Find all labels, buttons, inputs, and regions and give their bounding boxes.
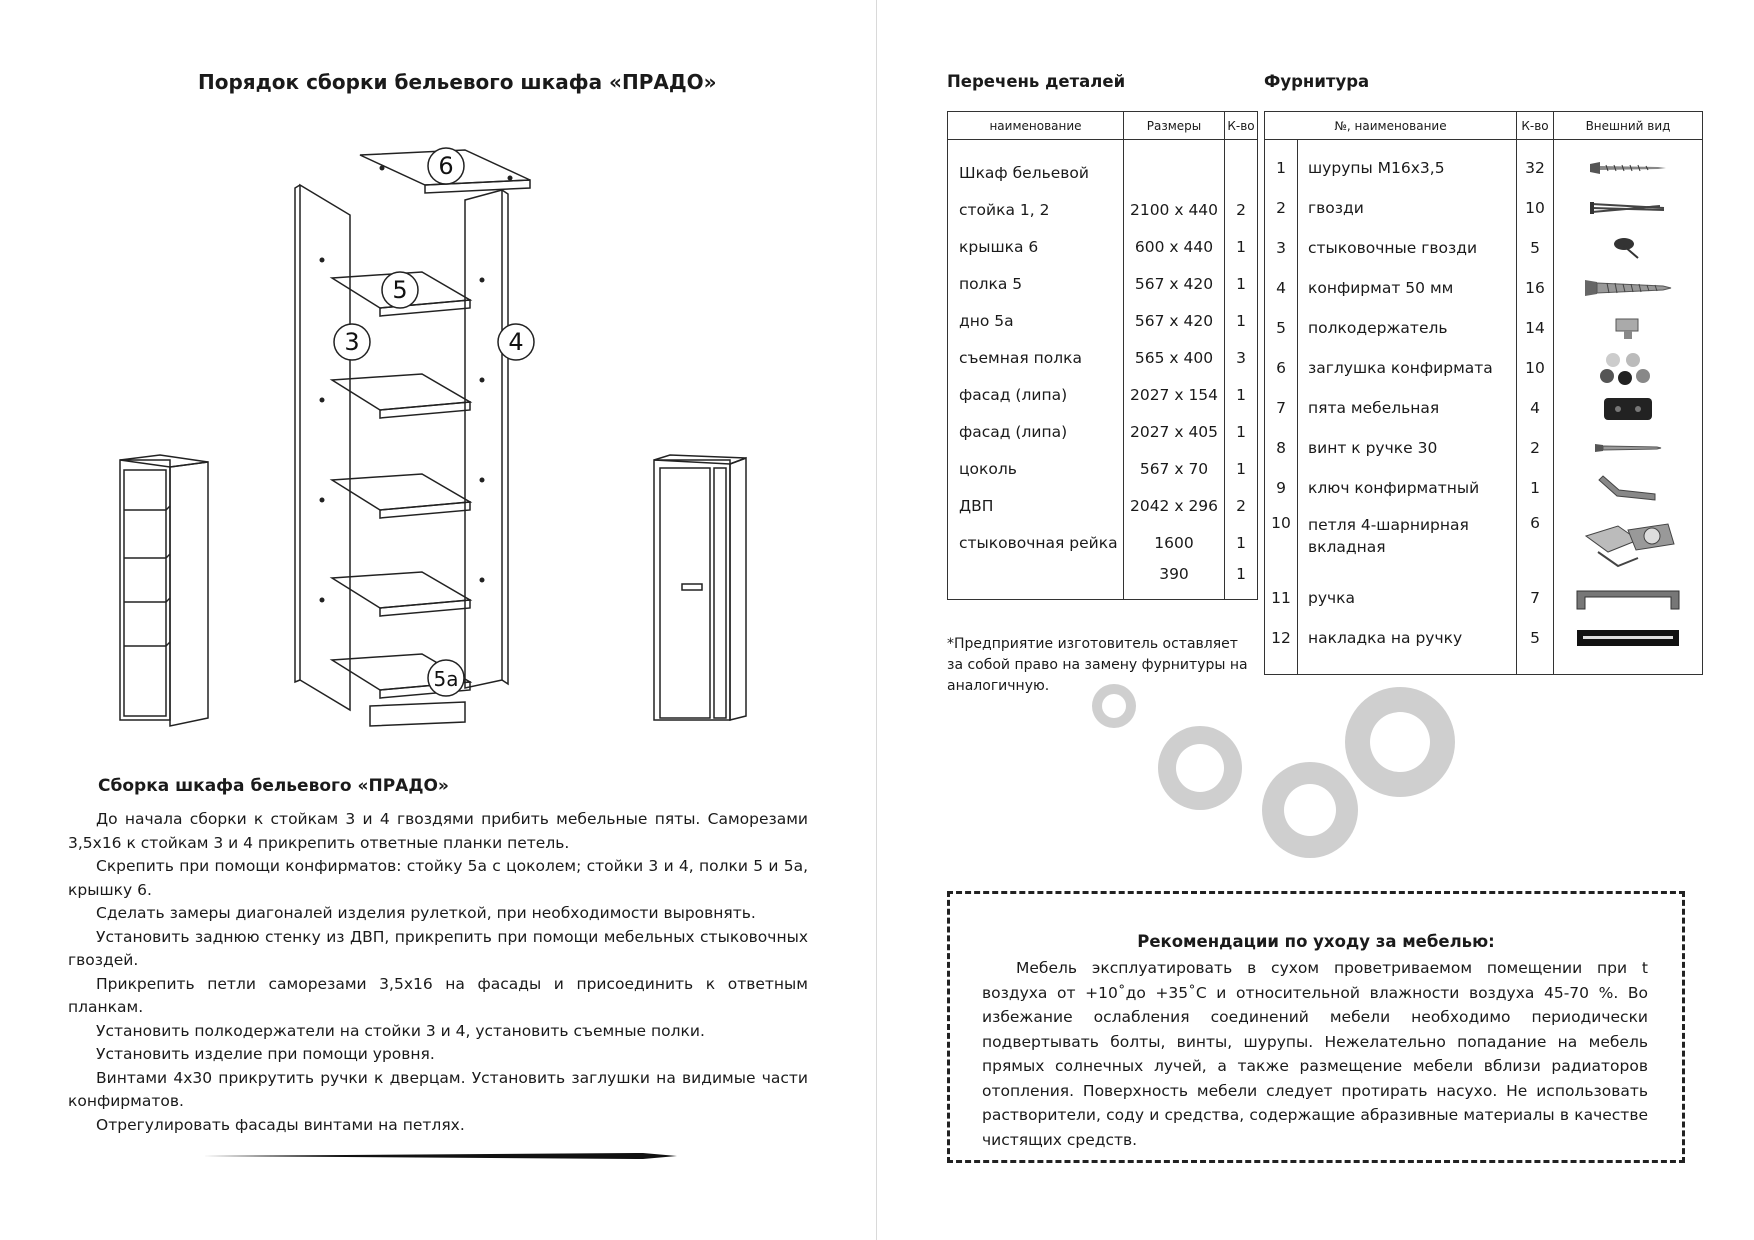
hardware-qty: 2 bbox=[1517, 428, 1554, 468]
part-qty: 1 bbox=[1225, 228, 1258, 265]
hardware-name: петля 4-шарнирная вкладная bbox=[1298, 508, 1517, 578]
table-row bbox=[1265, 388, 1703, 428]
table-row bbox=[1265, 468, 1703, 508]
table-header-row bbox=[948, 112, 1258, 140]
hardware-number: 2 bbox=[1265, 188, 1298, 228]
part-qty: 2 bbox=[1225, 191, 1258, 228]
part-name: ДВП bbox=[948, 487, 1124, 524]
hardware-qty: 1 bbox=[1517, 468, 1554, 508]
table-row bbox=[1265, 618, 1703, 658]
table-row bbox=[1265, 148, 1703, 188]
assembly-diagram bbox=[110, 140, 760, 760]
hardware-name: шурупы М16х3,5 bbox=[1298, 148, 1517, 188]
assembly-instructions bbox=[68, 808, 808, 1137]
table-row bbox=[948, 413, 1258, 450]
parts-table bbox=[947, 111, 1258, 600]
part-size: 1600 bbox=[1124, 524, 1225, 561]
part-name bbox=[948, 561, 1124, 600]
table-row bbox=[948, 154, 1258, 191]
table-row bbox=[948, 524, 1258, 561]
label-side-3: 3 bbox=[344, 328, 360, 356]
hardware-name: заглушка конфирмата bbox=[1298, 348, 1517, 388]
part-size: 567 х 420 bbox=[1124, 265, 1225, 302]
label-bottom-5a: 5а bbox=[433, 667, 459, 691]
part-size: 567 х 420 bbox=[1124, 302, 1225, 339]
part-name: фасад (липа) bbox=[948, 413, 1124, 450]
part-size: 2027 х 154 bbox=[1124, 376, 1225, 413]
hardware-qty: 10 bbox=[1517, 348, 1554, 388]
hardware-name: пята мебельная bbox=[1298, 388, 1517, 428]
part-name: цоколь bbox=[948, 450, 1124, 487]
hardware-heading: Фурнитура bbox=[1264, 72, 1370, 91]
table-row bbox=[1265, 188, 1703, 228]
hardware-number: 5 bbox=[1265, 308, 1298, 348]
hardware-name: накладка на ручку bbox=[1298, 618, 1517, 658]
screw-icon bbox=[1588, 158, 1668, 178]
hardware-qty: 5 bbox=[1517, 618, 1554, 658]
column-header: К-во bbox=[1225, 112, 1258, 140]
part-name: дно 5а bbox=[948, 302, 1124, 339]
assembly-heading: Сборка шкафа бельевого «ПРАДО» bbox=[98, 776, 449, 796]
part-qty: 2 bbox=[1225, 487, 1258, 524]
hardware-qty: 4 bbox=[1517, 388, 1554, 428]
label-shelf-5: 5 bbox=[392, 276, 408, 304]
hardware-qty: 10 bbox=[1517, 188, 1554, 228]
part-size bbox=[1124, 154, 1225, 191]
table-row bbox=[1265, 268, 1703, 308]
instruction-step: Установить изделие при помощи уровня. bbox=[96, 1045, 435, 1063]
hardware-number: 8 bbox=[1265, 428, 1298, 468]
hardware-number: 1 bbox=[1265, 148, 1298, 188]
column-header: Внешний вид bbox=[1554, 112, 1703, 140]
part-name: стойка 1, 2 bbox=[948, 191, 1124, 228]
part-qty: 3 bbox=[1225, 339, 1258, 376]
part-size: 2042 х 296 bbox=[1124, 487, 1225, 524]
care-title: Рекомендации по уходу за мебелью: bbox=[1137, 932, 1495, 951]
instruction-step: Сделать замеры диагоналей изделия рулеткой, при необходимости выровнять. bbox=[96, 904, 756, 922]
table-row bbox=[1265, 428, 1703, 468]
hardware-number: 12 bbox=[1265, 618, 1298, 658]
column-header: наименование bbox=[948, 112, 1124, 140]
hardware-replacement-footnote: *Предприятие изготовитель оставляет за собой право на замену фурнитуры на аналогичную. bbox=[947, 636, 1248, 694]
table-row bbox=[948, 228, 1258, 265]
exploded-cabinet-icon bbox=[295, 150, 530, 726]
table-header-row bbox=[1265, 112, 1703, 140]
confirmat-screw-icon bbox=[1583, 276, 1673, 300]
part-qty: 1 bbox=[1225, 302, 1258, 339]
part-size: 2100 х 440 bbox=[1124, 191, 1225, 228]
decorative-underline bbox=[203, 1150, 677, 1162]
handle-icon bbox=[1573, 583, 1683, 613]
assembled-cabinet-closed-icon bbox=[654, 455, 746, 720]
table-row bbox=[948, 191, 1258, 228]
part-qty bbox=[1225, 154, 1258, 191]
instruction-step: До начала сборки к стойкам 3 и 4 гвоздями прибить мебельные пяты. Саморезами 3,5х16 к стойкам 3 и 4 прикрепить ответные планки петель. bbox=[68, 810, 808, 852]
hardware-qty: 5 bbox=[1517, 228, 1554, 268]
shelf-support-icon bbox=[1608, 315, 1648, 341]
label-side-4: 4 bbox=[508, 328, 524, 356]
part-name: съемная полка bbox=[948, 339, 1124, 376]
parts-list-heading: Перечень деталей bbox=[947, 72, 1126, 91]
assembled-cabinet-open-icon bbox=[120, 455, 208, 726]
table-row bbox=[948, 561, 1258, 600]
part-size: 2027 х 405 bbox=[1124, 413, 1225, 450]
part-size: 567 х 70 bbox=[1124, 450, 1225, 487]
tack-nail-icon bbox=[1608, 236, 1648, 260]
instruction-step: Скрепить при помощи конфирматов: стойку 5а с цоколем; стойки 3 и 4, полки 5 и 5а, крышку 6. bbox=[68, 857, 808, 899]
instruction-step: Установить полкодержатели на стойки 3 и 4, установить съемные полки. bbox=[96, 1021, 705, 1040]
hinge-icon bbox=[1578, 516, 1678, 570]
logo-watermark bbox=[1080, 680, 1500, 870]
page-divider bbox=[876, 0, 877, 1240]
hardware-name: ручка bbox=[1298, 578, 1517, 618]
part-name: стыковочная рейка bbox=[948, 524, 1124, 561]
hardware-number: 4 bbox=[1265, 268, 1298, 308]
hardware-qty: 6 bbox=[1517, 508, 1554, 578]
hardware-number: 11 bbox=[1265, 578, 1298, 618]
hardware-number: 10 bbox=[1265, 508, 1298, 578]
table-row bbox=[948, 376, 1258, 413]
part-qty: 1 bbox=[1225, 376, 1258, 413]
column-header: №, наименование bbox=[1265, 112, 1517, 140]
hardware-number: 3 bbox=[1265, 228, 1298, 268]
page-title: Порядок сборки бельевого шкафа «ПРАДО» bbox=[198, 70, 717, 94]
part-qty: 1 bbox=[1225, 524, 1258, 561]
hardware-qty: 16 bbox=[1517, 268, 1554, 308]
instruction-step: Отрегулировать фасады винтами на петлях. bbox=[96, 1115, 465, 1134]
table-row bbox=[948, 487, 1258, 524]
column-header: К-во bbox=[1517, 112, 1554, 140]
table-row bbox=[1265, 228, 1703, 268]
hardware-name: стыковочные гвозди bbox=[1298, 228, 1517, 268]
part-qty: 1 bbox=[1225, 450, 1258, 487]
part-size: 600 х 440 bbox=[1124, 228, 1225, 265]
part-qty: 1 bbox=[1225, 561, 1258, 600]
hardware-number: 6 bbox=[1265, 348, 1298, 388]
table-row bbox=[948, 339, 1258, 376]
care-recommendations-box bbox=[947, 891, 1685, 1163]
part-qty: 1 bbox=[1225, 413, 1258, 450]
hardware-name: винт к ручке 30 bbox=[1298, 428, 1517, 468]
handle-screw-icon bbox=[1593, 440, 1663, 456]
part-name: фасад (липа) bbox=[948, 376, 1124, 413]
hardware-table bbox=[1264, 111, 1703, 675]
hardware-name: ключ конфирматный bbox=[1298, 468, 1517, 508]
table-row bbox=[1265, 308, 1703, 348]
label-panel-6: 6 bbox=[438, 152, 454, 180]
hardware-name: конфирмат 50 мм bbox=[1298, 268, 1517, 308]
nails-icon bbox=[1588, 198, 1668, 218]
care-paragraph: Мебель эксплуатировать в сухом проветриваемом помещении при t воздуха от +10˚до +35˚С и относительной влажности воздуха 45-70 %. Во избежание ослабления соединений мебели необходимо периодически подвертывать болты, винты, шурупы. Нежелательно попадание на мебель прямых солнечных лучей, а также размещение мебели вблизи радиаторов отопления. Поверхность мебели следует протирать насухо. Не использовать растворители, соду и средства, содержащие абразивные материалы в качестве чистящих средств. bbox=[982, 959, 1648, 1149]
hardware-number: 9 bbox=[1265, 468, 1298, 508]
table-row bbox=[1265, 578, 1703, 618]
hardware-name: гвозди bbox=[1298, 188, 1517, 228]
table-row bbox=[948, 265, 1258, 302]
table-row bbox=[1265, 348, 1703, 388]
table-row bbox=[1265, 508, 1703, 578]
part-size: 390 bbox=[1124, 561, 1225, 600]
hardware-name: полкодержатель bbox=[1298, 308, 1517, 348]
hardware-qty: 7 bbox=[1517, 578, 1554, 618]
handle-plate-icon bbox=[1573, 626, 1683, 650]
part-name: крышка 6 bbox=[948, 228, 1124, 265]
hardware-qty: 14 bbox=[1517, 308, 1554, 348]
instruction-step: Установить заднюю стенку из ДВП, прикрепить при помощи мебельных стыковочных гвоздей. bbox=[68, 927, 808, 969]
furniture-glide-icon bbox=[1598, 392, 1658, 424]
part-name: Шкаф бельевой bbox=[948, 154, 1124, 191]
caps-icon bbox=[1593, 350, 1663, 386]
part-qty: 1 bbox=[1225, 265, 1258, 302]
part-name: полка 5 bbox=[948, 265, 1124, 302]
hardware-number: 7 bbox=[1265, 388, 1298, 428]
table-row bbox=[948, 450, 1258, 487]
part-size: 565 х 400 bbox=[1124, 339, 1225, 376]
table-row bbox=[948, 302, 1258, 339]
instruction-step: Винтами 4х30 прикрутить ручки к дверцам. Установить заглушки на видимые части конфирматов. bbox=[68, 1068, 808, 1110]
hardware-qty: 32 bbox=[1517, 148, 1554, 188]
hex-key-icon bbox=[1593, 470, 1663, 506]
care-text bbox=[982, 956, 1648, 1152]
column-header: Размеры bbox=[1124, 112, 1225, 140]
instruction-step: Прикрепить петли саморезами 3,5х16 на фасады и присоединить к ответным планкам. bbox=[68, 974, 808, 1016]
